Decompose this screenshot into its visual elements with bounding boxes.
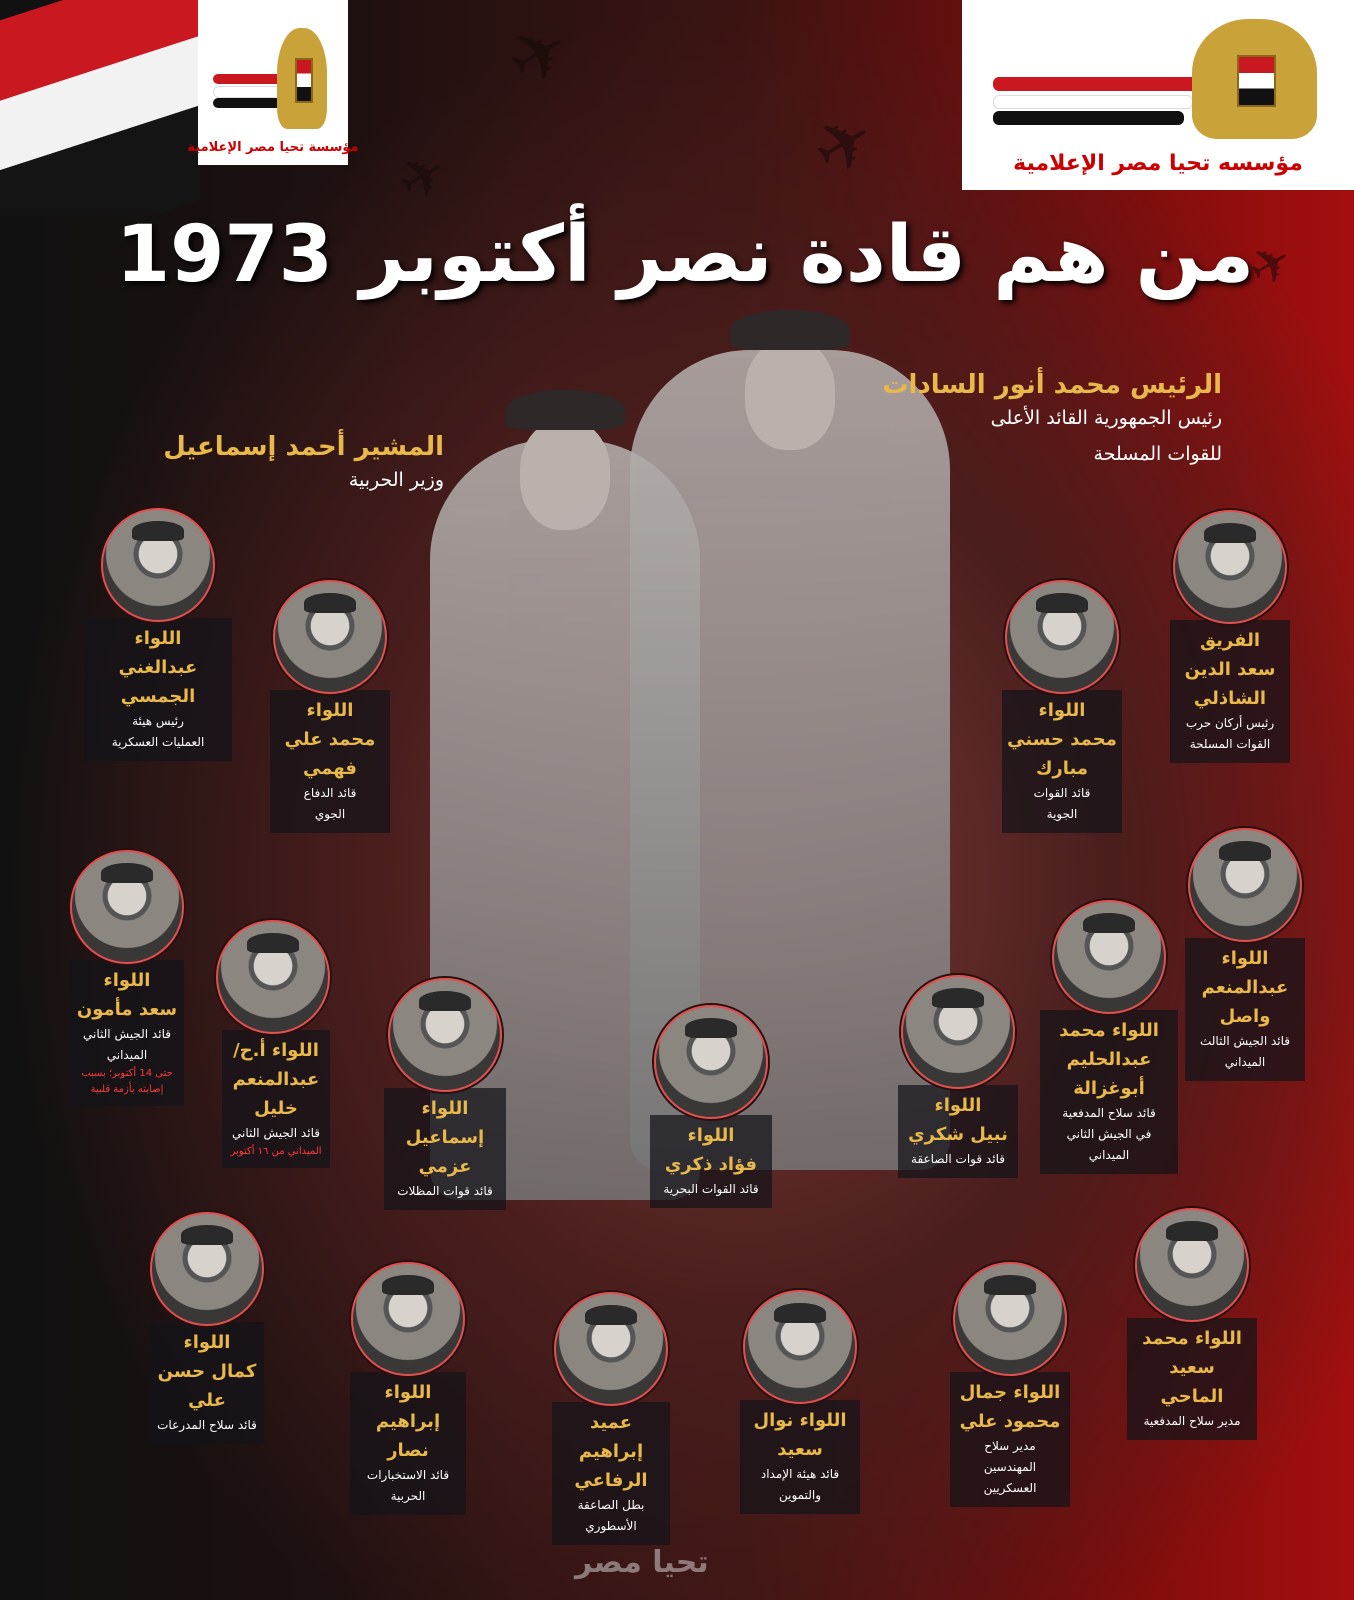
logo-text: مؤسسه تحيا مصر الإعلامية	[1013, 151, 1303, 176]
leader-rank: اللواء	[687, 1125, 735, 1146]
leader-note: حتى 14 أكتوبر؛ بسبب	[81, 1068, 173, 1079]
jet-silhouette-icon: ✈	[493, 4, 586, 106]
leader-card	[950, 1262, 1070, 1507]
leader-photo	[654, 1005, 768, 1119]
leader-role: الميداني	[1224, 1055, 1266, 1069]
leader-name: عبدالمنعم	[1201, 977, 1289, 998]
leader-name: إبراهيم نصار	[375, 1411, 441, 1461]
leader-name: الرفاعي	[574, 1470, 648, 1491]
eagle-emblem-icon	[1192, 19, 1317, 139]
leader-photo	[351, 1262, 465, 1376]
leader-photo	[1188, 828, 1302, 942]
leader-role: قائد سلاح المدرعات	[157, 1418, 257, 1432]
leader-role: مدير سلاح	[984, 1439, 1036, 1453]
leader-name: محمود علي	[959, 1411, 1061, 1432]
jet-silhouette-icon: ✈	[386, 137, 459, 217]
leader-name: أبوغزالة	[1073, 1078, 1145, 1099]
leader-role: الميداني	[1088, 1148, 1130, 1162]
leader-role: الميداني	[106, 1048, 148, 1062]
leader-rank: اللواء محمد	[1059, 1020, 1159, 1041]
leader-name: الرئيس محمد أنور السادات	[882, 370, 1222, 400]
leader-role: للقوات المسلحة	[1093, 443, 1222, 465]
leader-card	[1185, 828, 1305, 1081]
leader-role: قائد الاستخبارات	[366, 1468, 450, 1482]
leader-card	[1040, 900, 1178, 1174]
leader-role: الجوي	[314, 807, 346, 821]
footer-watermark: تحيا مصر	[575, 1545, 709, 1580]
leader-note: إصابته بأزمة قلبية	[90, 1084, 164, 1095]
eagle-emblem-icon	[277, 28, 327, 129]
egypt-flag	[0, 0, 200, 215]
leader-role: رئيس الجمهورية القائد الأعلى	[990, 407, 1222, 429]
leader-rank: اللواء	[183, 1332, 231, 1353]
leader-rank: اللواء	[1038, 700, 1086, 721]
leader-role: قائد الجيش الثاني	[83, 1027, 171, 1041]
leader-role: المهندسين	[983, 1460, 1037, 1474]
leader-name: فهمي	[303, 758, 357, 779]
leader-name: سعيد	[777, 1439, 823, 1460]
leader-role: قائد قوات الصاعقة	[911, 1152, 1005, 1166]
leader-photo	[1052, 900, 1166, 1014]
leader-photo	[743, 1290, 857, 1404]
leader-card	[650, 1005, 772, 1208]
leader-name: سعد مأمون	[76, 999, 178, 1020]
leader-name: عزمي	[418, 1156, 472, 1177]
leader-card	[1127, 1208, 1257, 1440]
leader-role: رئيس هيئة	[132, 714, 184, 728]
leader-role: قائد الجيش الثالث	[1199, 1034, 1291, 1048]
leader-role: قائد القوات	[1033, 786, 1091, 800]
leader-photo	[1173, 510, 1287, 624]
leader-name: محمد علي	[284, 729, 376, 750]
leader-name: خليل	[254, 1098, 298, 1119]
leader-rank: اللواء نوال	[753, 1410, 847, 1431]
leader-name: مبارك	[1035, 758, 1089, 779]
leader-name: كمال حسن	[157, 1361, 257, 1382]
brand-logo-small	[187, 0, 359, 165]
leader-rank: اللواء	[384, 1382, 432, 1403]
leader-role: وزير الحربية	[348, 469, 444, 491]
leader-rank: عميد إبراهيم	[578, 1412, 644, 1462]
leader-name: عبدالحليم	[1066, 1049, 1152, 1070]
leader-rank: اللواء	[103, 970, 151, 991]
leader-card	[740, 1290, 860, 1514]
leader-role: في الجيش الثاني	[1066, 1127, 1152, 1141]
leader-note: الميداني من ١٦ أكتوبر	[230, 1146, 322, 1157]
leader-role: قائد هيئة الإمداد	[760, 1467, 840, 1481]
leader-rank: اللواء	[134, 628, 182, 649]
leader-rank: اللواء جمال	[959, 1382, 1061, 1403]
leader-card	[84, 508, 232, 761]
leader-role: العسكريين	[983, 1481, 1037, 1495]
leader-rank: اللواء	[934, 1095, 982, 1116]
leader-role: بطل الصاعقة	[577, 1498, 645, 1512]
leader-role: الجوية	[1046, 807, 1078, 821]
leader-name: الجمسي	[120, 686, 196, 707]
jet-silhouette-icon: ✈	[1238, 229, 1304, 301]
leader-name: علي	[188, 1390, 226, 1411]
leader-role: والتموين	[778, 1488, 822, 1502]
leader-photo	[101, 508, 215, 622]
leader-photo	[1005, 580, 1119, 694]
leader-card	[350, 1262, 466, 1515]
leader-role: الحربية	[390, 1489, 426, 1503]
leader-name: عبدالمنعم	[232, 1069, 320, 1090]
leader-role: العمليات العسكرية	[111, 735, 205, 749]
leader-name: سعد الدين	[1184, 659, 1276, 680]
logo-text: مؤسسة تحيا مصر الإعلامية	[187, 140, 359, 155]
leader-card	[552, 1292, 670, 1545]
leader-card	[150, 1212, 264, 1444]
leader-role: قائد قوات المظلات	[397, 1184, 493, 1198]
leader-name: نبيل شكري	[908, 1124, 1008, 1145]
leader-rank: اللواء	[421, 1098, 469, 1119]
leader-photo	[901, 975, 1015, 1089]
page-title: من هم قادة نصر أكتوبر 1973	[115, 210, 1255, 300]
leader-name: سعيد	[1169, 1357, 1215, 1378]
leader-card	[898, 975, 1018, 1178]
leader-photo	[216, 920, 330, 1034]
leader-card	[384, 978, 506, 1210]
leader-card	[1002, 580, 1122, 833]
leader-role: قائد الدفاع	[303, 786, 357, 800]
leader-role: الأسطوري	[585, 1519, 637, 1533]
leader-name: عبدالغني	[118, 657, 198, 678]
leader-card	[70, 850, 184, 1106]
leader-card	[1170, 510, 1290, 763]
leader-photo	[150, 1212, 264, 1326]
leader-ahmed-ismail	[163, 432, 444, 498]
leader-rank: الفريق	[1199, 630, 1261, 651]
jet-silhouette-icon: ✈	[798, 94, 891, 196]
leader-role: مدير سلاح المدفعية	[1143, 1414, 1241, 1428]
leader-name: الشاذلي	[1193, 688, 1267, 709]
leader-name: فؤاد ذكري	[664, 1154, 758, 1175]
leader-photo	[273, 580, 387, 694]
leader-role: قائد سلاح المدفعية	[1062, 1106, 1156, 1120]
leader-rank: اللواء محمد	[1142, 1328, 1242, 1349]
leader-photo	[388, 978, 502, 1092]
leader-card	[222, 920, 330, 1168]
leader-name: واصل	[1219, 1006, 1271, 1027]
leader-card	[270, 580, 390, 833]
leader-name: المشير أحمد إسماعيل	[163, 432, 444, 462]
leader-rank: اللواء أ.ح/	[233, 1040, 319, 1061]
leader-role: قائد الجيش الثاني	[232, 1126, 320, 1140]
leader-name: إسماعيل	[405, 1127, 485, 1148]
leader-role: رئيس أركان حرب	[1185, 716, 1275, 730]
leader-rank: اللواء	[306, 700, 354, 721]
leader-role: قائد القوات البحرية	[663, 1182, 759, 1196]
leader-photo	[554, 1292, 668, 1406]
leader-role: القوات المسلحة	[1189, 737, 1271, 751]
leader-photo	[70, 850, 184, 964]
leader-photo	[953, 1262, 1067, 1376]
leader-name: الماحي	[1160, 1386, 1224, 1407]
brand-logo-large	[962, 0, 1354, 190]
leader-sadat	[882, 370, 1222, 472]
leader-name: محمد حسني	[1007, 729, 1117, 750]
leader-photo	[1135, 1208, 1249, 1322]
leader-rank: اللواء	[1221, 948, 1269, 969]
